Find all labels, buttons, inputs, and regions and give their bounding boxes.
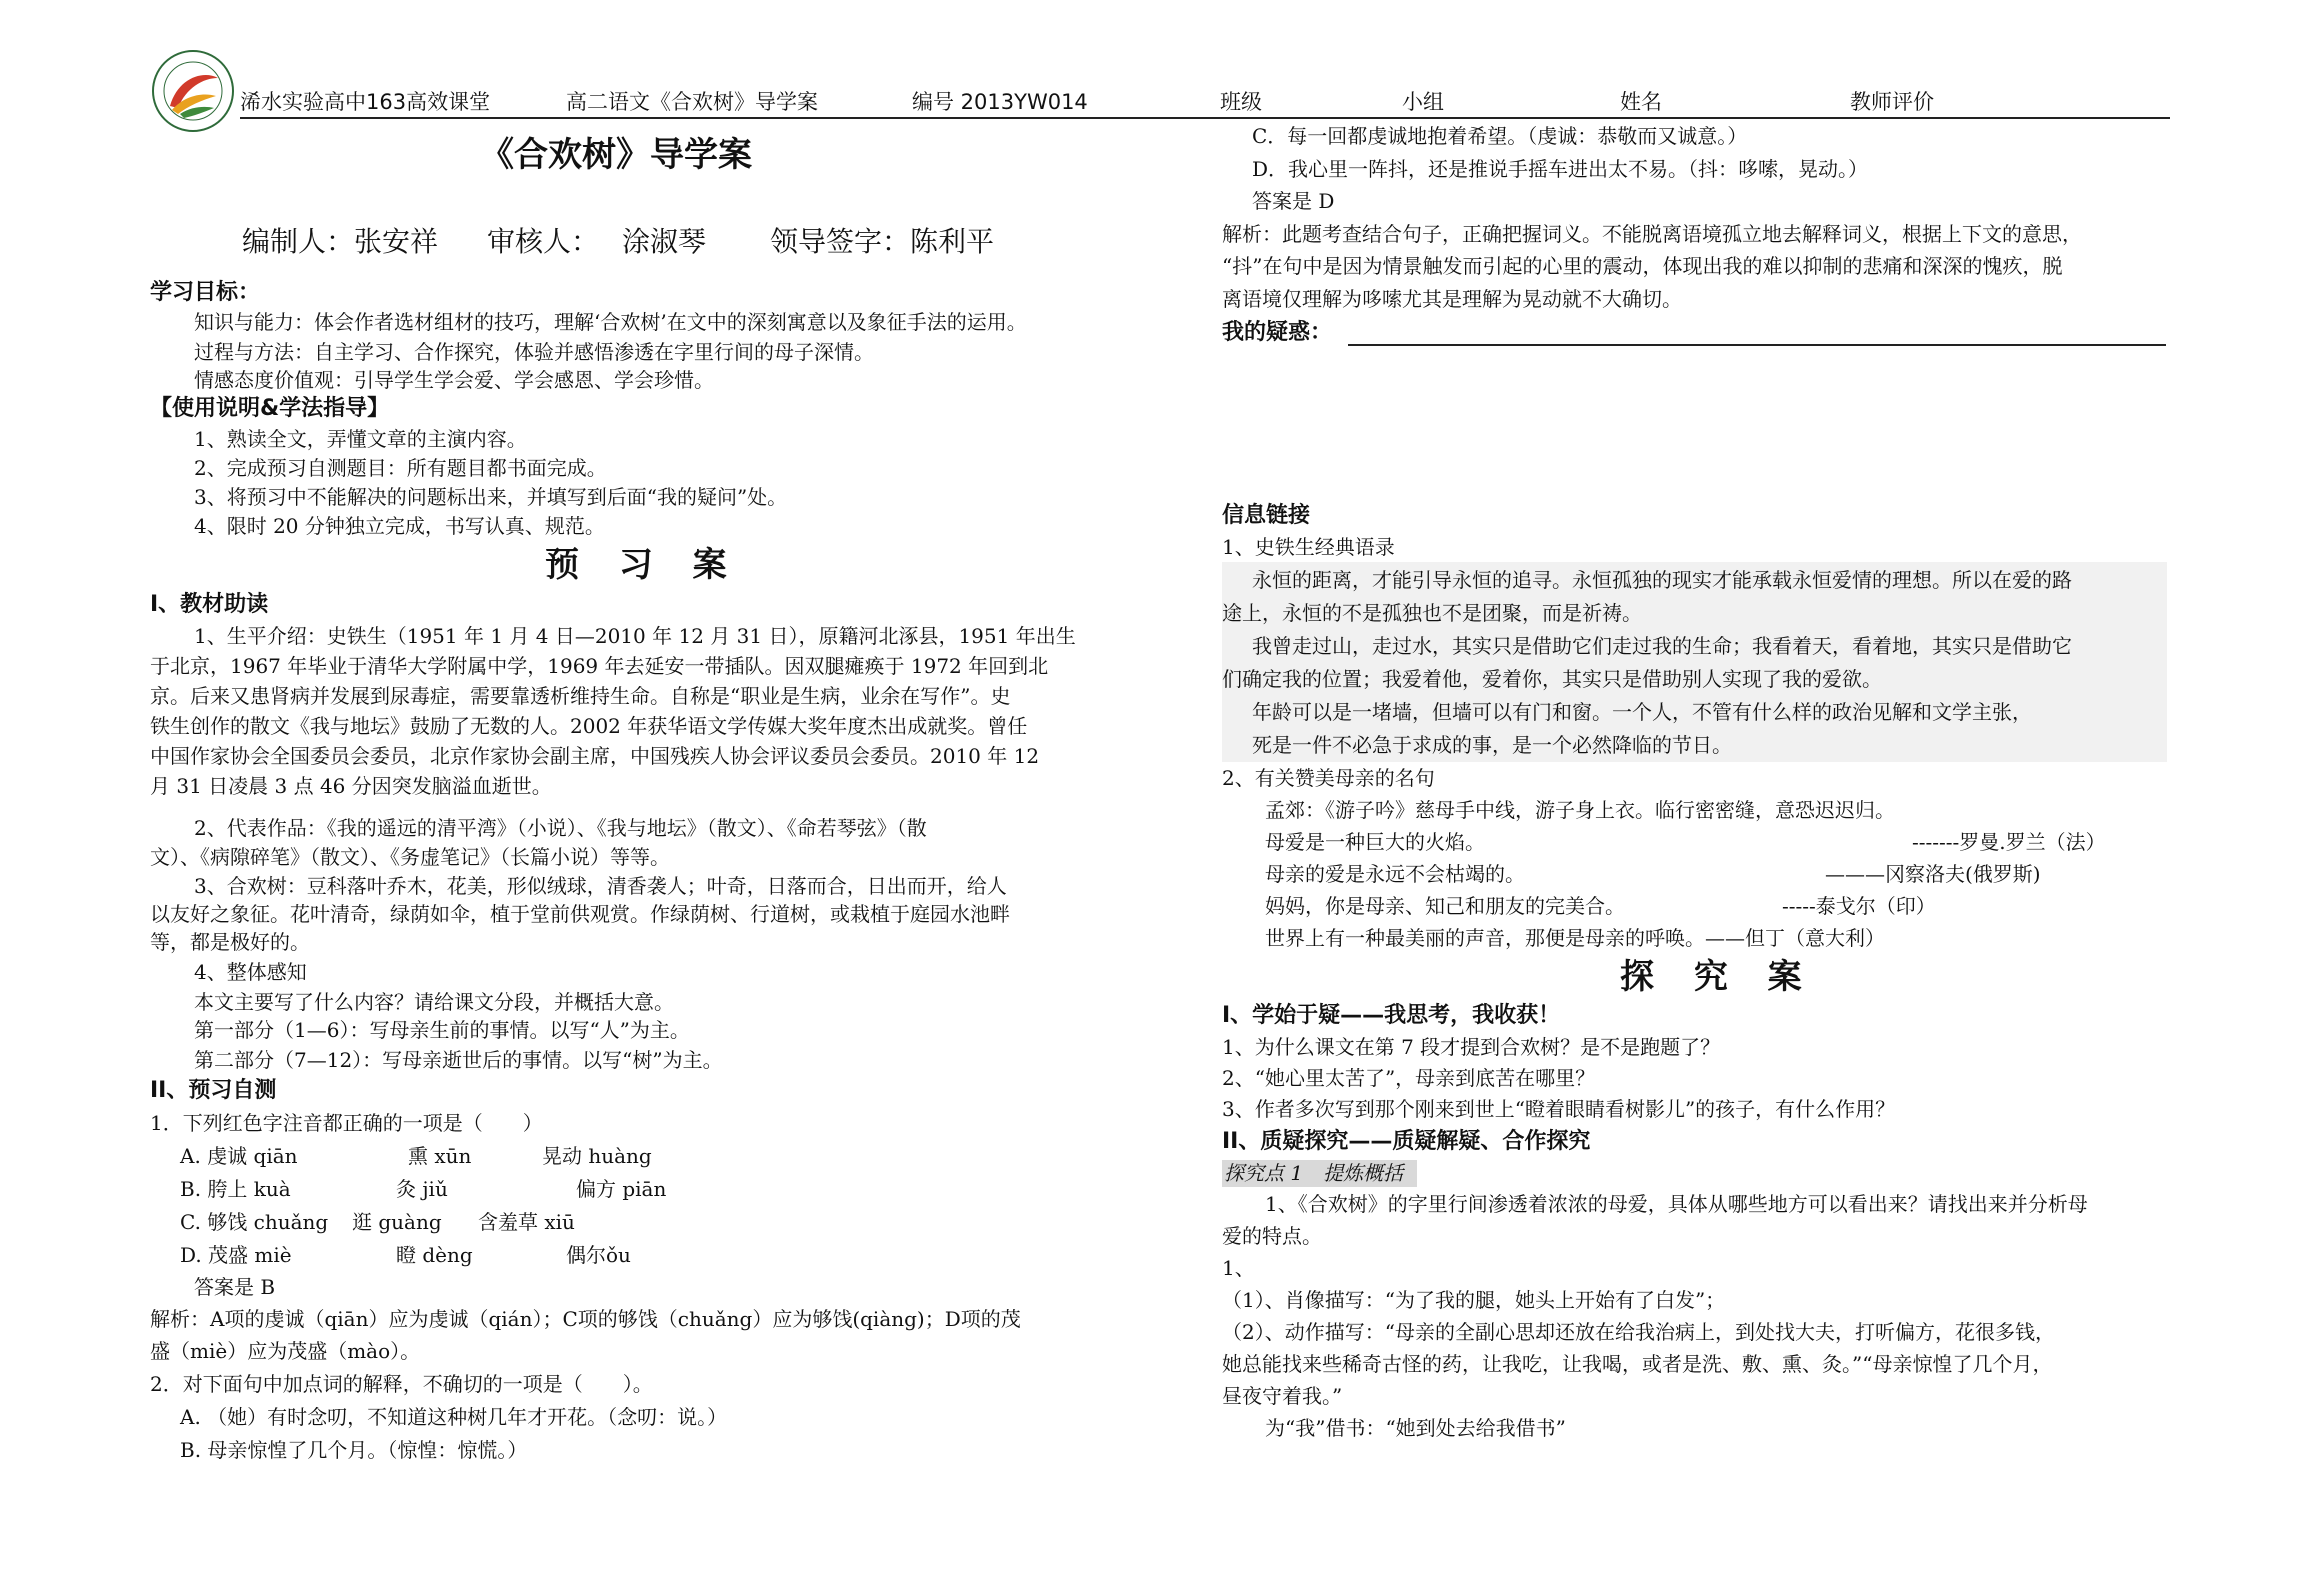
explore-question: 2、“她心里太苦了”，母亲到底苦在哪里？	[1222, 1066, 1596, 1090]
info-heading: 信息链接	[1222, 503, 1311, 528]
q2-option: D．我心里一阵抖，还是推说手摇车进出太不易。（抖：哆嗦，晃动。）	[1252, 157, 1869, 181]
quote-line: 永恒的距离，才能引导永恒的追寻。永恒孤独的现实才能承载永恒爱情的理想。所以在爱的路	[1252, 568, 2072, 592]
q1-option: B. 胯上 kuà	[180, 1177, 291, 1201]
bio-line: 于北京，1967 年毕业于清华大学附属中学，1969 年去延安一带插队。因双腿瘫痪于 1972 年回到北	[150, 654, 1049, 678]
explore-section-2: II、质疑探究——质疑解疑、合作探究	[1222, 1129, 1591, 1154]
header-class-label: 班级	[1220, 90, 1262, 114]
explore-section-1: I、学始于疑——我思考，我收获！	[1222, 1003, 1561, 1028]
mother-quote-author: -------罗曼.罗兰（法）	[1912, 830, 2106, 854]
quote-line: 途上，永恒的不是孤独也不是团聚，而是祈祷。	[1222, 601, 1642, 625]
q2-analysis: 解析：此题考查结合句子，正确把握词义。不能脱离语境孤立地去解释词义，根据上下文的意思，	[1222, 222, 2082, 246]
goals-heading: 学习目标：	[150, 280, 261, 305]
guide-heading: 【使用说明&学法指导】	[150, 396, 390, 421]
q2-analysis: 离语境仅理解为哆嗦尤其是理解为晃动就不大确切。	[1222, 287, 1682, 311]
bio-line: 京。后来又患肾病并发展到尿毒症，需要靠透析维持生命。自称是“职业是生病，业余在写作”。史	[150, 684, 1011, 708]
q1-option: 含羞草 xiū	[478, 1210, 575, 1234]
q1-stem: 1．下列红色字注音都正确的一项是（ ）	[150, 1111, 543, 1135]
point-answer: 昼夜守着我。”	[1222, 1384, 1343, 1408]
explore-title: 探 究 案	[1620, 957, 1816, 997]
q1-option: 灸 jiǔ	[396, 1177, 448, 1201]
mother-quote: 孟郊：《游子吟》慈母手中线，游子身上衣。临行密密缝，意恐迟迟归。	[1265, 798, 1895, 822]
point-question: 1、《合欢树》的字里行间渗透着浓浓的母爱，具体从哪些地方可以看出来？请找出来并分析母	[1265, 1192, 2088, 1216]
tree-line: 3、合欢树：豆科落叶乔木，花美，形似绒球，清香袭人；叶奇，日落而合，日出而开，给人	[194, 874, 1007, 898]
works-line: 2、代表作品：《我的遥远的清平湾》（小说）、《我与地坛》（散文）、《命若琴弦》（散	[194, 816, 927, 840]
point-answer: 1、	[1222, 1256, 1255, 1280]
overall-line: 4、整体感知	[194, 960, 307, 984]
q2-option: B. 母亲惊惶了几个月。（惊惶：惊慌。）	[180, 1438, 528, 1462]
point-answer: （1）、肖像描写：“为了我的腿，她头上开始有了白发”；	[1222, 1288, 1726, 1312]
explore-point-1: 探究点 1 提炼概括	[1224, 1161, 1404, 1185]
q1-option: D. 茂盛 miè	[180, 1243, 292, 1267]
preview-section-1: I、教材助读	[150, 592, 269, 617]
overall-line: 本文主要写了什么内容？请给课文分段，并概括大意。	[194, 990, 674, 1014]
quote-line: 年龄可以是一堵墙，但墙可以有门和窗。一个人，不管有什么样的政治见解和文学主张，	[1252, 700, 2032, 724]
mother-quote: 母爱是一种巨大的火焰。	[1265, 830, 1485, 854]
preview-title: 预 习 案	[545, 545, 741, 585]
mother-quote: 妈妈，你是母亲、知己和朋友的完美合。	[1265, 894, 1625, 918]
tree-line: 以友好之象征。花叶清奇，绿荫如伞，植于堂前供观赏。作绿荫树、行道树，或栽植于庭园水池畔	[150, 902, 1010, 926]
quote-line: 们确定我的位置；我爱着他，爱着你，其实只是借助别人实现了我的爱欲。	[1222, 667, 1882, 691]
mother-quote: 世界上有一种最美丽的声音，那便是母亲的呼唤。——但丁（意大利）	[1265, 926, 1885, 950]
header-course: 高二语文《合欢树》导学案	[566, 90, 818, 114]
doubt-answer-line[interactable]	[1348, 344, 2166, 346]
staff-reviewer-name: 涂淑琴	[622, 225, 707, 258]
bio-line: 中国作家协会全国委员会委员，北京作家协会副主席，中国残疾人协会评议委员会委员。2010 年 12	[150, 744, 1040, 768]
q2-answer: 答案是 D	[1252, 189, 1335, 213]
q1-answer: 答案是 B	[194, 1275, 276, 1299]
bio-line: 月 31 日凌晨 3 点 46 分因突发脑溢血逝世。	[150, 774, 552, 798]
mother-quote-author: -----泰戈尔（印）	[1782, 894, 1936, 918]
point-question: 爱的特点。	[1222, 1224, 1322, 1248]
point-answer: 她总能找来些稀奇古怪的药，让我吃，让我喝，或者是洗、敷、熏、灸。”“母亲惊惶了几个月，	[1222, 1352, 2053, 1376]
q2-option: A. （她）有时念叨，不知道这种树几年才开花。（念叨：说。）	[180, 1405, 728, 1429]
school-logo	[148, 48, 238, 134]
q1-option: 偏方 piān	[576, 1177, 667, 1201]
preview-section-2: II、预习自测	[150, 1078, 277, 1103]
quotes-block	[1222, 562, 2167, 762]
page-title: 《合欢树》导学案	[480, 135, 752, 175]
explore-question: 1、为什么课文在第 7 段才提到合欢树？是不是跑题了？	[1222, 1035, 1721, 1059]
goal-line: 知识与能力：体会作者选材组材的技巧，理解‘合欢树’在文中的深刻寓意以及象征手法的运用。	[194, 310, 1027, 334]
explore-question: 3、作者多次写到那个刚来到世上“瞪着眼睛看树影儿”的孩子，有什么作用？	[1222, 1097, 1896, 1121]
bio-line: 1、生平介绍：史铁生（1951 年 1 月 4 日—2010 年 12 月 31 日），原籍河北涿县，1951 年出生	[194, 624, 1076, 648]
q1-option: 偶尔ǒu	[566, 1243, 631, 1267]
mother-quote: 母亲的爱是永远不会枯竭的。	[1265, 862, 1525, 886]
guide-line: 1、熟读全文，弄懂文章的主演内容。	[194, 427, 527, 451]
overall-line: 第二部分（7—12）：写母亲逝世后的事情。以写“树”为主。	[194, 1048, 723, 1072]
q2-option: C．每一回都虔诚地抱着希望。（虔诚：恭敬而又诚意。）	[1252, 124, 1748, 148]
tree-line: 等，都是极好的。	[150, 930, 310, 954]
header-code: 编号 2013YW014	[912, 90, 1088, 114]
q1-analysis: 解析：A项的虔诚（qiān）应为虔诚（qián）；C项的够饯（chuǎng）应为够饯(qiàng)；D项的茂	[150, 1307, 1021, 1331]
info-sub-2: 2、有关赞美母亲的名句	[1222, 766, 1435, 790]
goal-line: 情感态度价值观：引导学生学会爱、学会感恩、学会珍惜。	[194, 368, 714, 392]
q1-option: 熏 xūn	[408, 1144, 472, 1168]
q1-option: 逛 guàng	[352, 1210, 442, 1234]
overall-line: 第一部分（1—6）：写母亲生前的事情。以写“人”为主。	[194, 1018, 690, 1042]
header-name-label: 姓名	[1620, 90, 1662, 114]
staff-reviewer: 审核人：	[487, 225, 600, 258]
mother-quote-author: ———冈察洛夫(俄罗斯)	[1825, 862, 2041, 886]
q1-option: A. 虔诚 qiān	[180, 1144, 298, 1168]
works-line: 文）、《病隙碎笔》（散文）、《务虚笔记》（长篇小说）等等。	[150, 845, 670, 869]
header-rule	[240, 117, 2170, 119]
info-sub-1: 1、史铁生经典语录	[1222, 535, 1395, 559]
goal-line: 过程与方法：自主学习、合作探究，体验并感悟渗透在字里行间的母子深情。	[194, 340, 874, 364]
q1-option: C. 够饯 chuǎng	[180, 1210, 329, 1234]
header-group-label: 小组	[1402, 90, 1444, 114]
point-answer: 为“我”借书：“她到处去给我借书”	[1265, 1416, 1566, 1440]
staff-editor: 编制人：张安祥	[242, 225, 439, 258]
quote-line: 死是一件不必急于求成的事，是一个必然降临的节日。	[1252, 733, 1732, 757]
guide-line: 3、将预习中不能解决的问题标出来，并填写到后面“我的疑问”处。	[194, 485, 788, 509]
header-school: 浠水实验高中163高效课堂	[240, 90, 491, 114]
q1-option: 晃动 huàng	[542, 1144, 652, 1168]
q2-stem: 2．对下面句中加点词的解释，不确切的一项是（ ）。	[150, 1372, 653, 1396]
doubt-label: 我的疑惑：	[1222, 320, 1333, 345]
staff-leader: 领导签字：陈利平	[770, 225, 995, 258]
q1-option: 瞪 dèng	[396, 1243, 473, 1267]
point-answer: （2）、动作描写：“母亲的全副心思却还放在给我治病上，到处找大夫，打听偏方，花很多钱，	[1222, 1320, 2055, 1344]
q2-analysis: “抖”在句中是因为情景触发而引起的心里的震动，体现出我的难以抑制的悲痛和深深的愧疚，脱	[1222, 254, 2063, 278]
guide-line: 2、完成预习自测题目：所有题目都书面完成。	[194, 456, 607, 480]
quote-line: 我曾走过山，走过水，其实只是借助它们走过我的生命；我看着天，看着地，其实只是借助它	[1252, 634, 2072, 658]
q1-analysis: 盛（miè）应为茂盛（mào）。	[150, 1339, 421, 1363]
header-teacher-label: 教师评价	[1850, 90, 1934, 114]
bio-line: 铁生创作的散文《我与地坛》鼓励了无数的人。2002 年获华语文学传媒大奖年度杰出成就奖。曾任	[150, 714, 1028, 738]
guide-line: 4、限时 20 分钟独立完成，书写认真、规范。	[194, 514, 605, 538]
